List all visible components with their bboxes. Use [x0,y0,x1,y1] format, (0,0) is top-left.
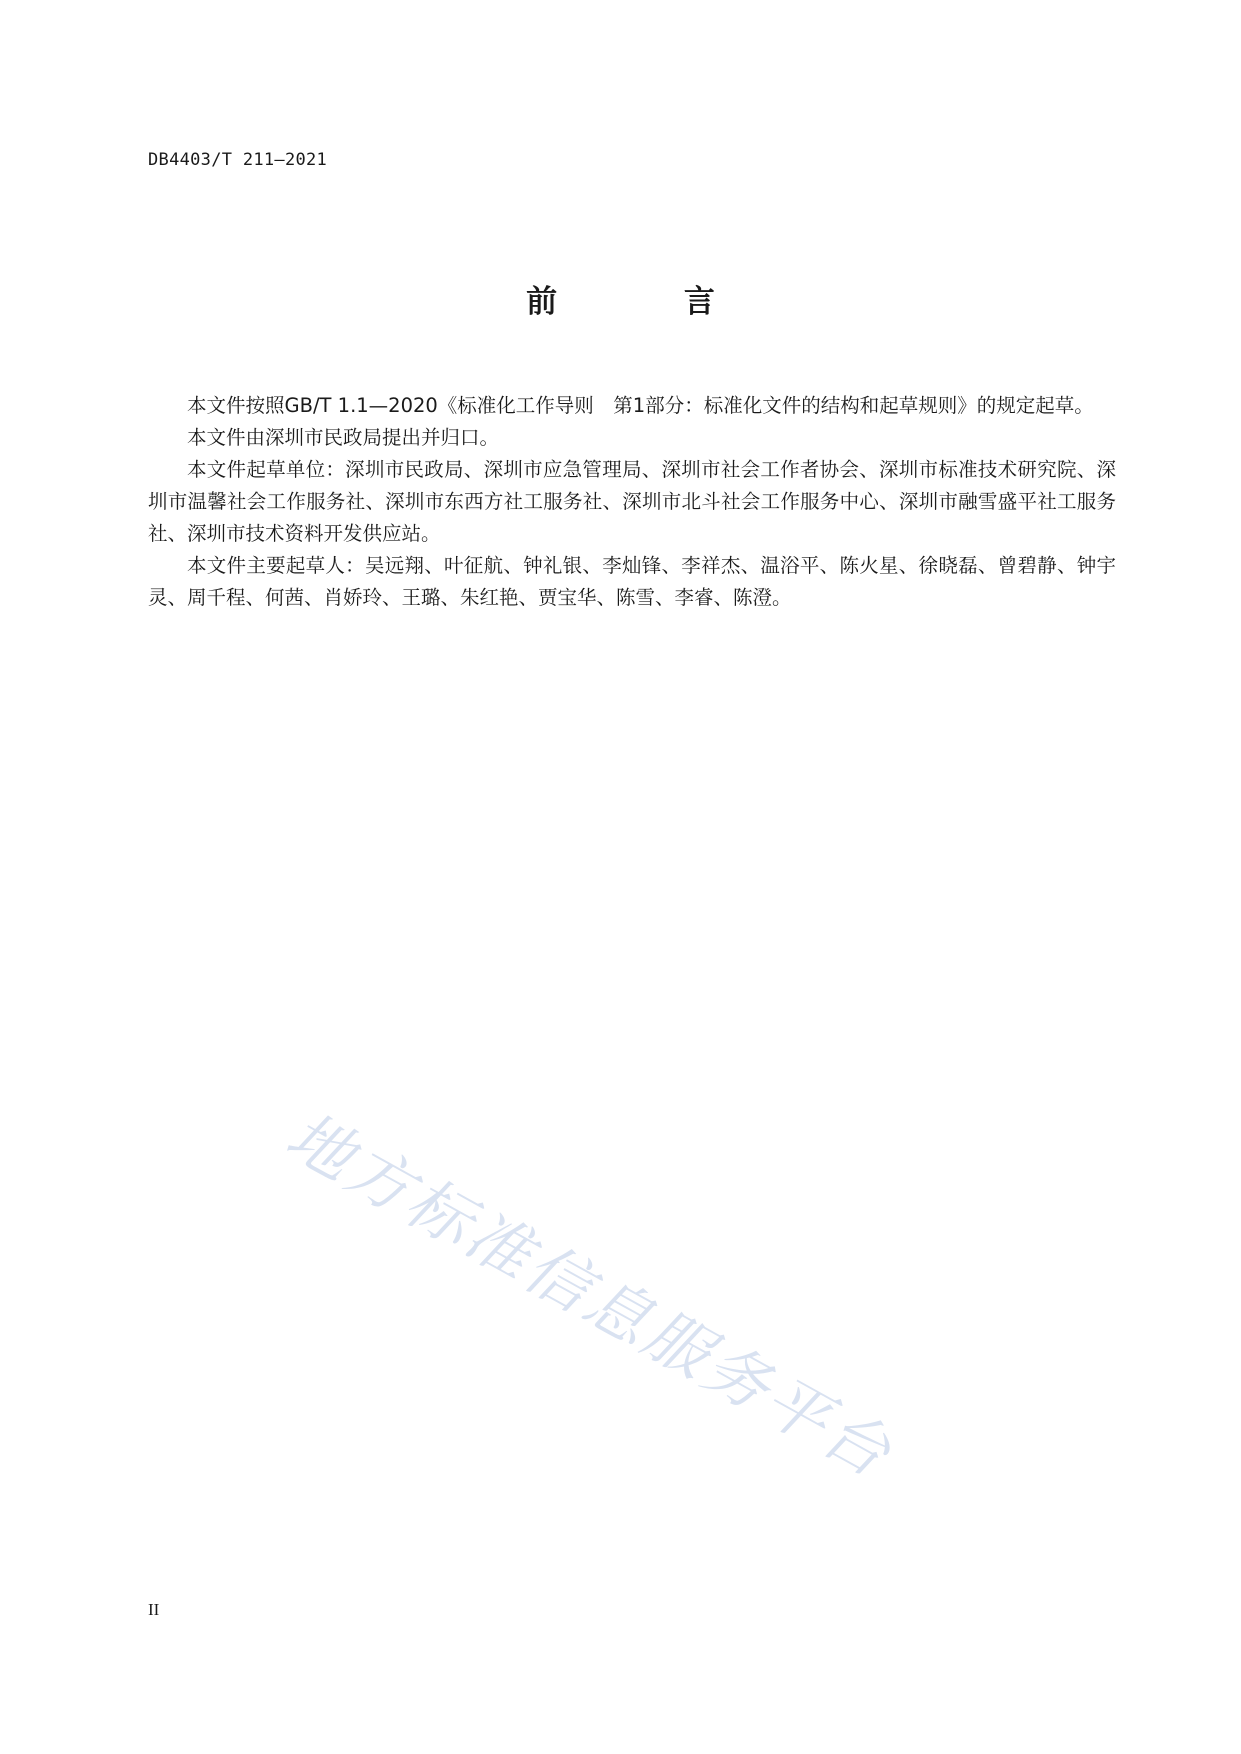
page-title: 前 言 [526,284,773,320]
paragraph-proposer: 本文件由深圳市民政局提出并归口。 [187,426,500,449]
watermark: 地方标准信息服务平台 [274,1098,905,1494]
foreword-body [148,390,1116,614]
document-code: DB4403/T 211—2021 [148,150,328,170]
paragraph-drafting-units: 本文件起草单位：深圳市民政局、深圳市应急管理局、深圳市社会工作者协会、深圳市标准技术研究院、深圳市温馨社会工作服务社、深圳市东西方社工服务社、深圳市北斗社会工作服务中心、深圳市融雪盛平社工服务社、深圳市技术资料开发供应站。 [148,458,1116,545]
paragraph-drafters: 本文件主要起草人：吴远翔、叶征航、钟礼银、李灿锋、李祥杰、温浴平、陈火星、徐晓磊、曾碧静、钟宇灵、周千程、何茜、肖娇玲、王璐、朱红艳、贾宝华、陈雪、李睿、陈澄。 [148,554,1116,609]
paragraph-drafting-basis: 本文件按照GB/T 1.1—2020《标准化工作导则 第1部分：标准化文件的结构和起草规则》的规定起草。 [187,394,1094,417]
page-number: II [148,1600,160,1619]
